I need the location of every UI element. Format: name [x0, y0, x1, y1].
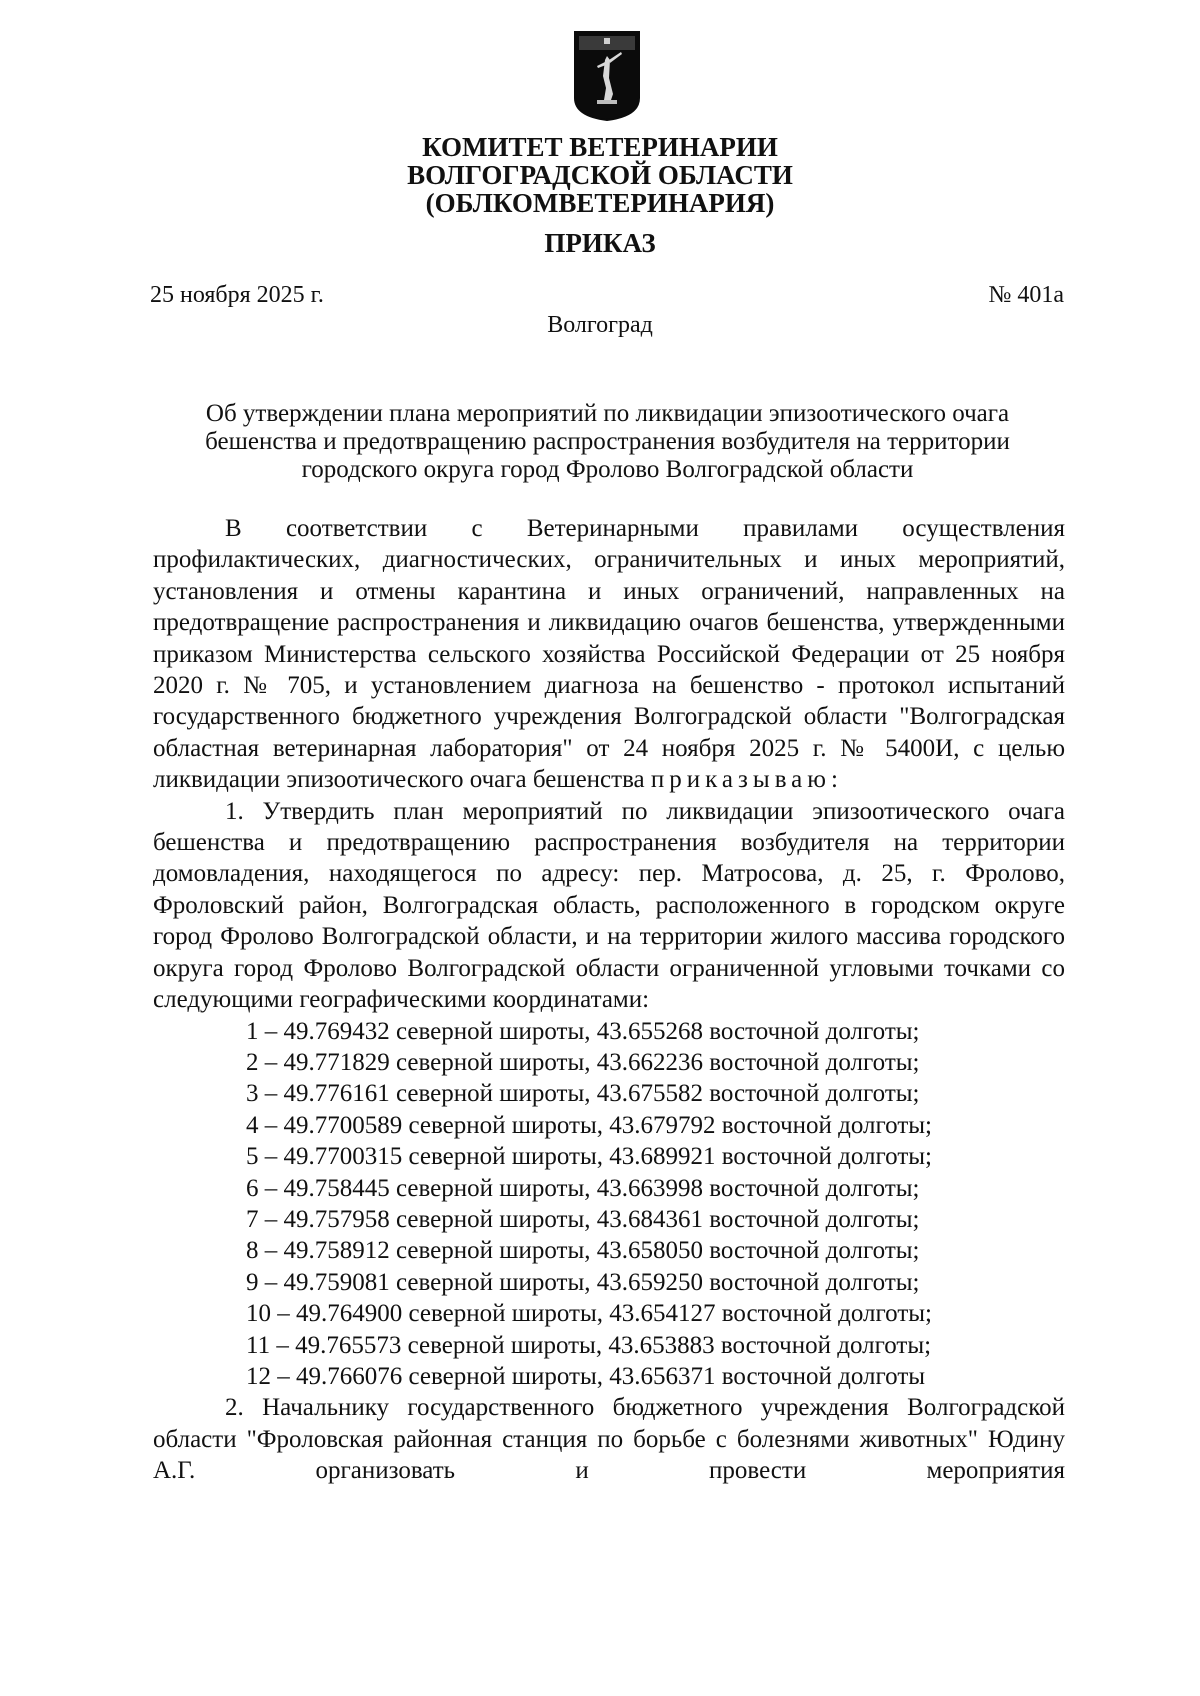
document-type: ПРИКАЗ [544, 228, 656, 258]
document-body [153, 513, 1065, 1487]
document-city: Волгоград [547, 312, 653, 338]
item-1-paragraph: 1. Утвердить план мероприятий по ликвидации эпизоотического очага бешенства и предотвращению распространения возбудителя на территории домовладения, находящегося по адресу: пер. Матросова, д. 25, г. Фролово, Фроловский район, Волгоградская область, расположенного в городском округе город Фролово Волгоградской области, и на территории жилого массива городского округа город Фролово Волгоградской области ограниченной угловыми точками со следующими географическими координатами: [153, 797, 1065, 1014]
org-name-line-3: (ОБЛКОМВЕТЕРИНАРИЯ) [425, 188, 775, 218]
coordinate-item: 3 – 49.776161 северной широты, 43.675582 восточной долготы; [246, 1080, 920, 1108]
coordinate-item: 5 – 49.7700315 северной широты, 43.689921 восточной долготы; [246, 1143, 932, 1171]
org-name-line-1: КОМИТЕТ ВЕТЕРИНАРИИ [422, 132, 778, 162]
coordinate-item: 12 – 49.766076 северной широты, 43.656371 восточной долготы [246, 1362, 926, 1390]
volgograd-coat-of-arms-icon [573, 30, 641, 122]
coordinate-item: 4 – 49.7700589 северной широты, 43.679792 восточной долготы; [246, 1111, 932, 1139]
document-number: № 401а [988, 282, 1064, 308]
preamble-text: В соответствии с Ветеринарными правилами осуществления профилактических, диагностических, ограничительных и иных мероприятий, установления и отмены карантина и иных ограничений, направленных на предотвращение распространения и ликвидацию очагов бешенства, утвержденными приказом Министерства сельского хозяйства Российской Федерации от 25 ноября 2020 г. № 705, и установлением диагноза на бешенство - протокол испытаний государственного бюджетного учреждения Волгоградской области "Волгоградская областная ветеринарная лаборатория" от 24 ноября 2025 г. № 5400И, с целью ликвидации эпизоотического очага бешенства [153, 515, 1065, 794]
coordinate-item: 8 – 49.758912 северной широты, 43.658050 восточной долготы; [246, 1237, 920, 1265]
coordinate-item: 7 – 49.757958 северной широты, 43.684361 восточной долготы; [246, 1205, 920, 1233]
org-name-line-2: ВОЛГОГРАДСКОЙ ОБЛАСТИ [407, 160, 793, 190]
document-date: 25 ноября 2025 г. [150, 282, 324, 308]
order-word: приказываю: [650, 766, 843, 794]
coordinate-item: 1 – 49.769432 северной широты, 43.655268 восточной долготы; [246, 1017, 920, 1045]
coordinates-list [153, 1016, 1065, 1393]
coordinate-item: 6 – 49.758445 северной широты, 43.663998 восточной долготы; [246, 1174, 920, 1202]
subject-line-2: бешенства и предотвращению распространения возбудителя на территории [205, 428, 1010, 455]
document-subject [150, 400, 1065, 484]
coordinate-item: 10 – 49.764900 северной широты, 43.654127 восточной долготы; [246, 1300, 932, 1328]
subject-line-3: городского округа город Фролово Волгоградской области [301, 456, 914, 483]
coordinate-item: 2 – 49.771829 северной широты, 43.662236 восточной долготы; [246, 1048, 920, 1076]
preamble-paragraph [153, 513, 1065, 796]
item-2-paragraph: 2. Начальнику государственного бюджетного учреждения Волгоградской области "Фроловская районная станция по борьбе с болезнями животных" Юдину А.Г. организовать и провести мероприятия [153, 1394, 1065, 1485]
coordinate-item: 9 – 49.759081 северной широты, 43.659250 восточной долготы; [246, 1268, 920, 1296]
subject-line-1: Об утверждении плана мероприятий по ликвидации эпизоотического очага [205, 400, 1010, 427]
coordinate-item: 11 – 49.765573 северной широты, 43.653883 восточной долготы; [246, 1331, 932, 1359]
